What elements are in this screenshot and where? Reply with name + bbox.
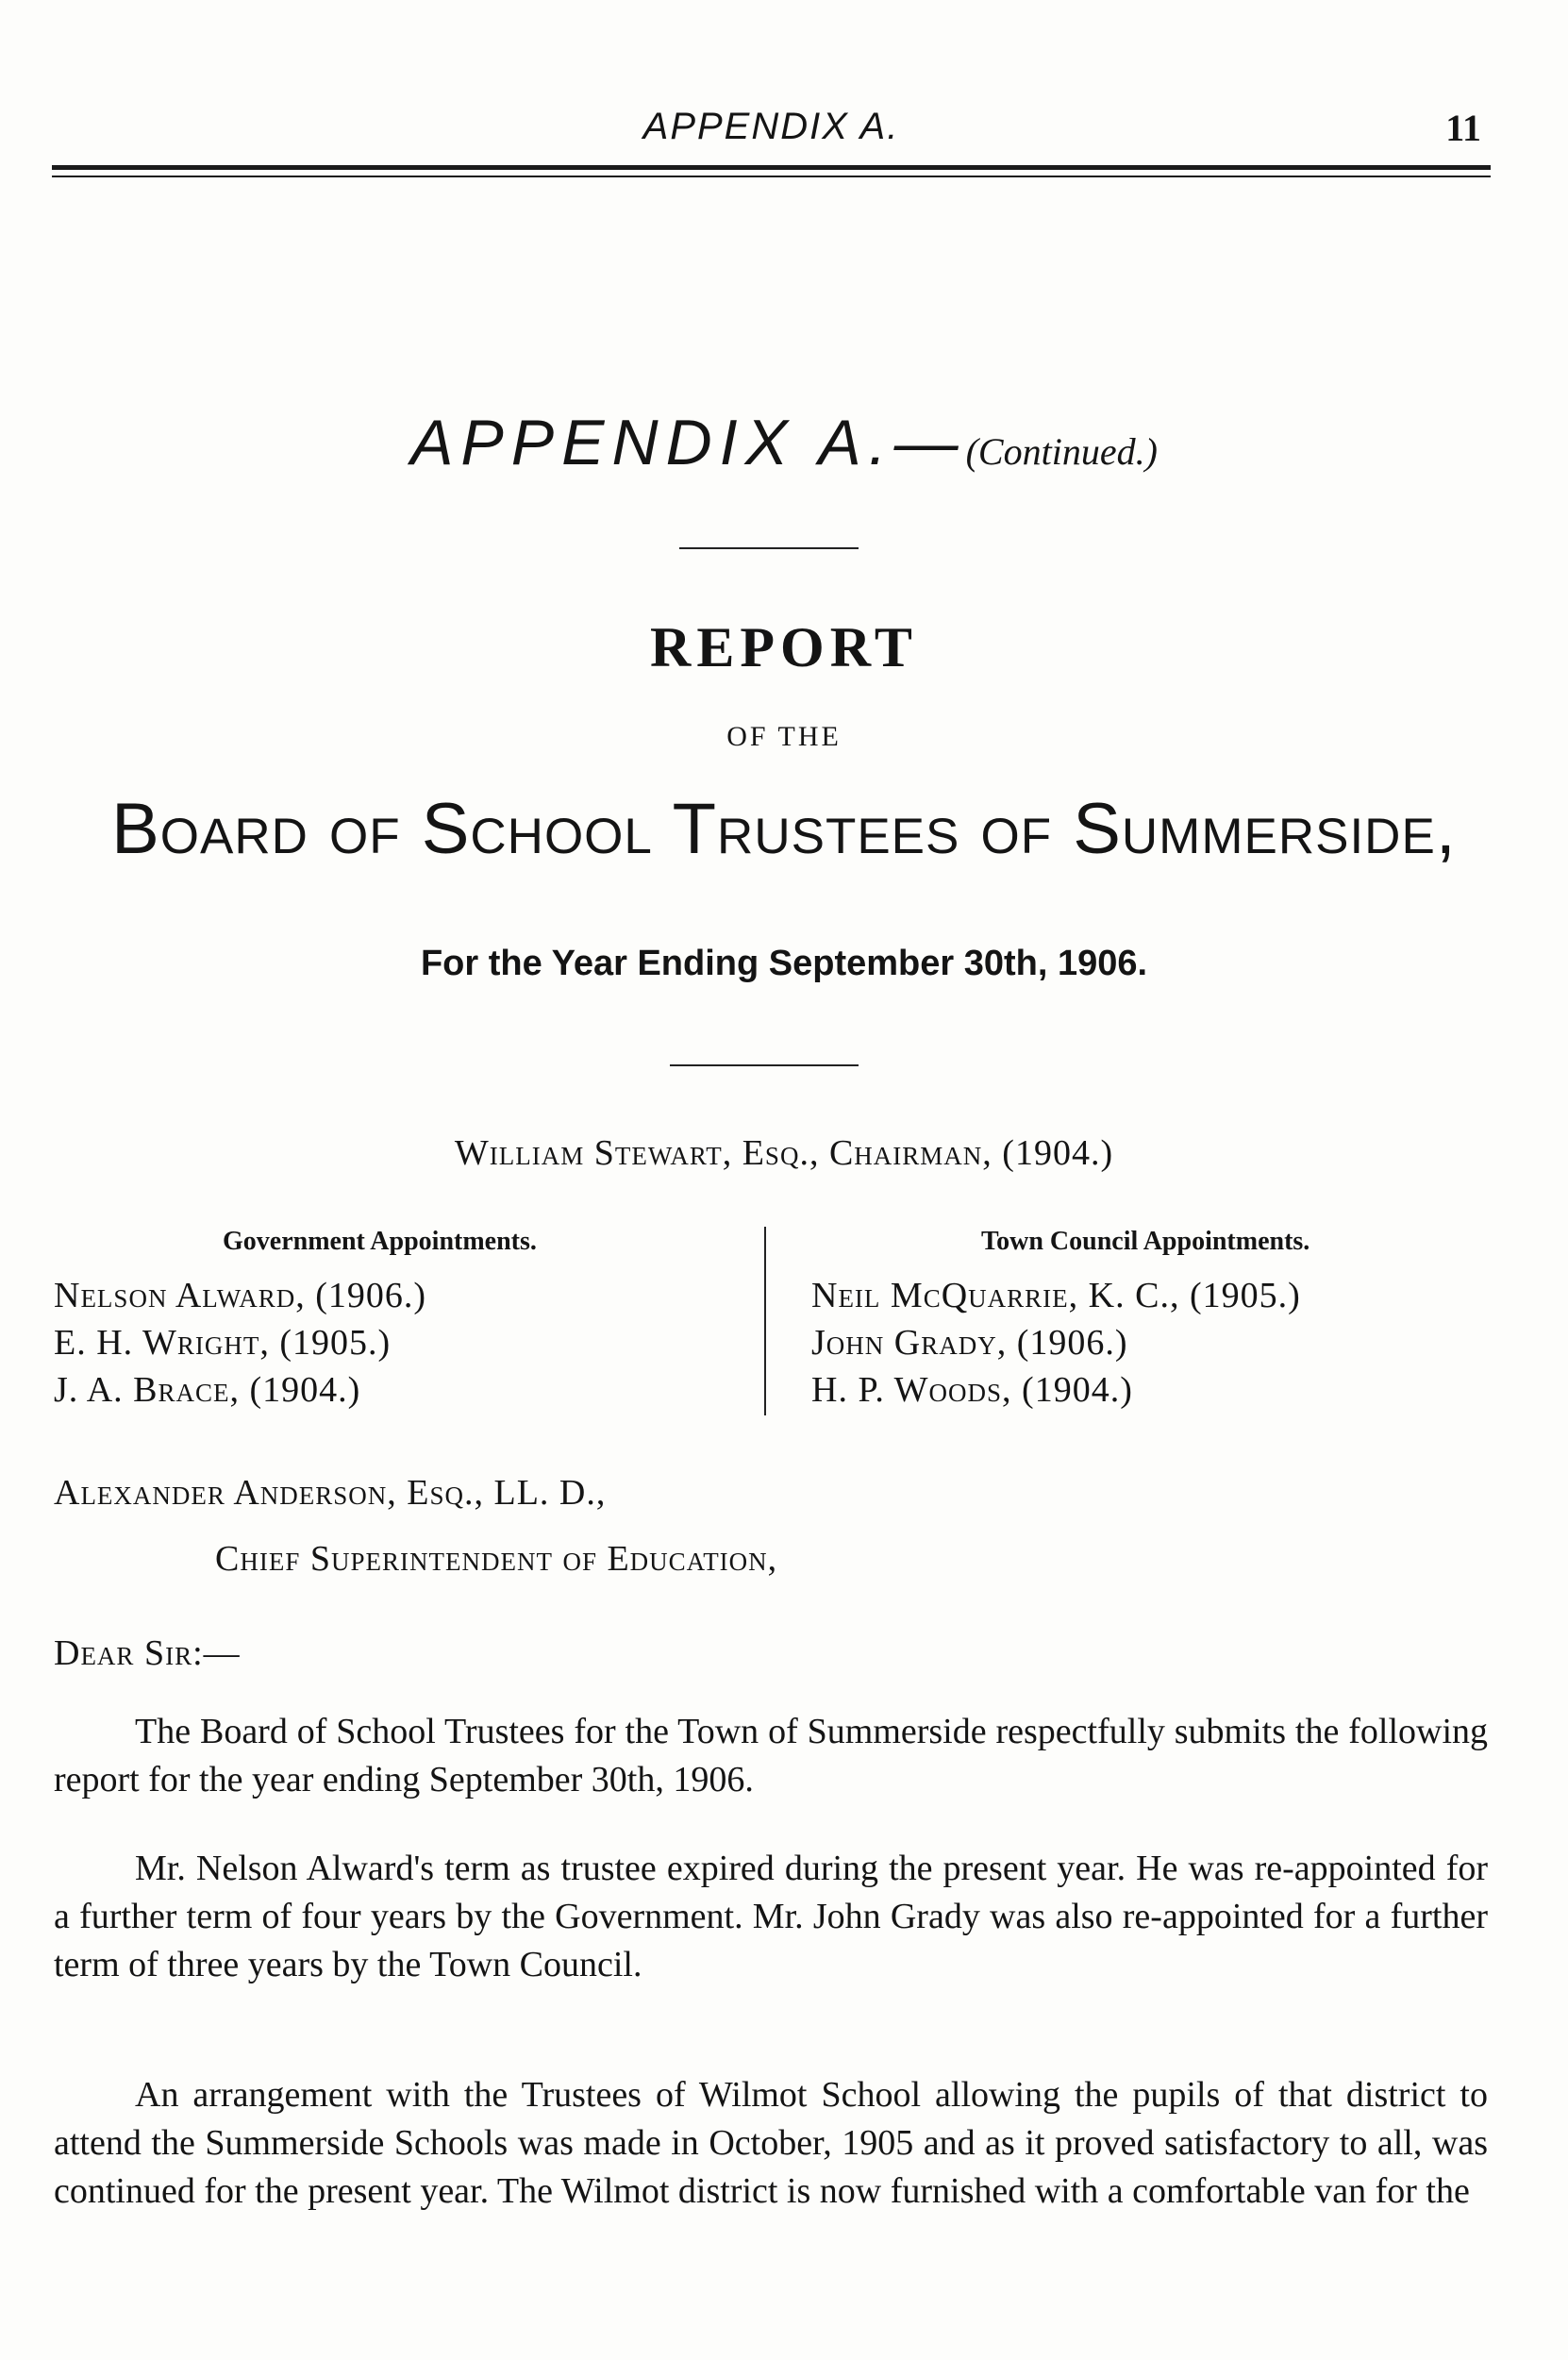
- of-the-line: OF THE: [726, 721, 842, 752]
- appendix-heading-text: APPENDIX A.—: [410, 407, 966, 478]
- list-item: H. P. Woods, (1904.): [811, 1370, 1133, 1410]
- paragraph-text: Mr. Nelson Alward's term as trustee expired during the present year. He was re-appointed for a further term of four years by the Government. Mr. John Grady was also re-appointed for a further term of three years by the Town Council.: [54, 1849, 1488, 1984]
- column-divider: [764, 1227, 766, 1415]
- council-appointments-heading: Town Council Appointments.: [981, 1227, 1310, 1256]
- running-head-title: APPENDIX A.: [642, 106, 900, 147]
- paragraph: [54, 1708, 1488, 1804]
- running-head: [52, 106, 1491, 162]
- paragraph: [54, 2071, 1488, 2216]
- report-title: REPORT: [650, 616, 918, 678]
- continued-note: (Continued.): [965, 430, 1158, 473]
- paragraph-text: The Board of School Trustees for the Town of Summerside respectfully submits the following report for the year ending September 30th, 1906.: [54, 1712, 1488, 1799]
- header-rule-thin: [52, 176, 1491, 177]
- list-item: J. A. Brace, (1904.): [54, 1370, 361, 1410]
- government-appointments-heading: Government Appointments.: [223, 1227, 537, 1256]
- list-item: Nelson Alward, (1906.): [54, 1276, 427, 1315]
- salutation: Dear Sir:—: [54, 1633, 241, 1673]
- section-divider: [679, 547, 859, 549]
- list-item: John Grady, (1906.): [811, 1323, 1128, 1363]
- list-item: Neil McQuarrie, K. C., (1905.): [811, 1276, 1301, 1315]
- board-title: Board of School Trustees of Summerside,: [111, 789, 1457, 869]
- paragraph-text: An arrangement with the Trustees of Wilmot School allowing the pupils of that district to attend the Summerside Schools was made in October, 1905 and as it proved satisfactory to all, was continued for the present year. The Wilmot district is now furnished with a comfortable van for the: [54, 2075, 1488, 2211]
- paragraph: [54, 1845, 1488, 1989]
- addressee: Alexander Anderson, Esq., LL. D.,: [54, 1473, 607, 1513]
- section-divider: [670, 1064, 859, 1066]
- header-rule-thick: [52, 165, 1491, 170]
- addressee-title: Chief Superintendent of Education,: [215, 1539, 778, 1579]
- list-item: E. H. Wright, (1905.): [54, 1323, 392, 1363]
- government-appointments-list: [54, 1272, 426, 1414]
- page-number: 11: [1445, 107, 1481, 149]
- year-ending-line: For the Year Ending September 30th, 1906.: [420, 944, 1148, 983]
- appendix-heading: [0, 406, 1568, 479]
- council-appointments-list: [811, 1272, 1301, 1414]
- chairman-line: William Stewart, Esq., Chairman, (1904.): [454, 1133, 1114, 1173]
